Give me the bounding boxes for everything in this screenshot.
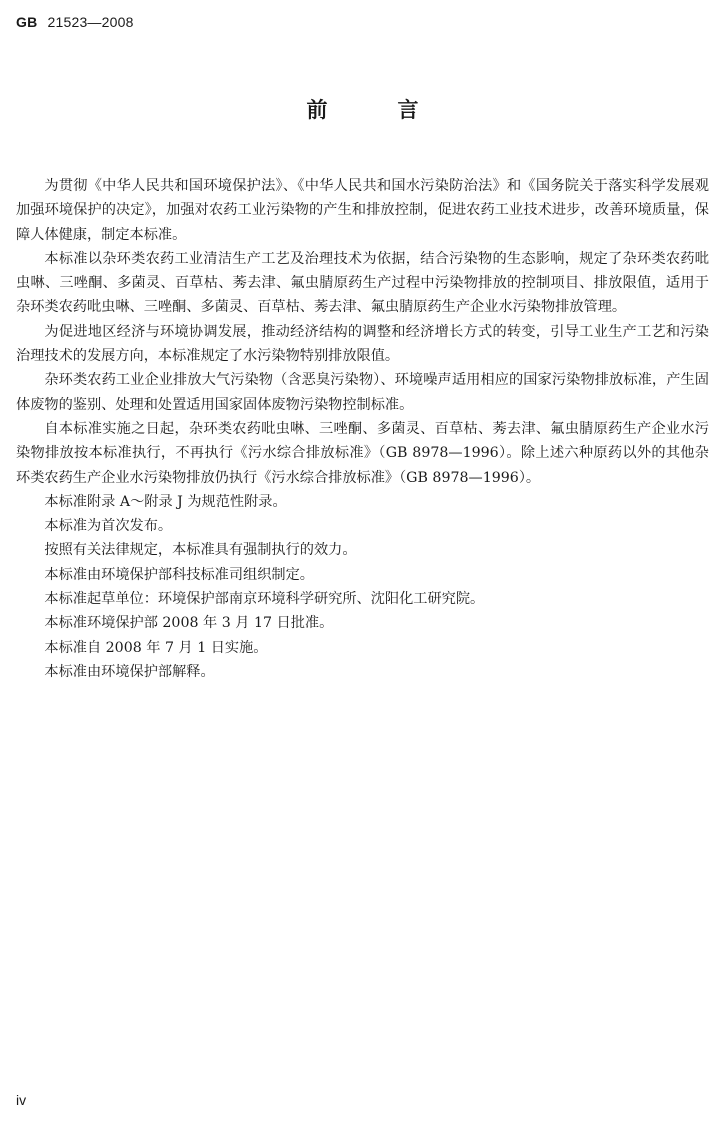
paragraph: 本标准由环境保护部解释。 bbox=[44, 663, 215, 680]
page-title: 前言 bbox=[306, 98, 489, 122]
document-header bbox=[16, 14, 134, 30]
standard-prefix: GB bbox=[16, 14, 38, 30]
standard-code: 21523—2008 bbox=[47, 14, 134, 30]
paragraph: 本标准自 2008 年 7 月 1 日实施。 bbox=[44, 639, 268, 656]
paragraph: 为促进地区经济与环境协调发展，推动经济结构的调整和经济增长方式的转变，引导工业生产工艺和污染治理技术的发展方向，本标准规定了水污染物特别排放限值。 bbox=[16, 323, 709, 365]
paragraph: 本标准起草单位：环境保护部南京环境科学研究所、沈阳化工研究院。 bbox=[44, 591, 485, 608]
paragraph: 为贯彻《中华人民共和国环境保护法》、《中华人民共和国水污染防治法》和《国务院关于落实科学发展观加强环境保护的决定》，加强对农药工业污染物的产生和排放控制，促进农药工业技术进步，改善环境质量，保障人体健康，制定本标准。 bbox=[16, 178, 709, 243]
paragraph: 本标准附录 A～附录 J 为规范性附录。 bbox=[44, 493, 287, 510]
paragraph: 本标准由环境保护部科技标准司组织制定。 bbox=[44, 566, 314, 583]
foreword-body bbox=[16, 174, 709, 684]
paragraph: 本标准为首次发布。 bbox=[44, 518, 173, 535]
paragraph: 按照有关法律规定，本标准具有强制执行的效力。 bbox=[44, 542, 357, 559]
paragraph: 杂环类农药工业企业排放大气污染物（含恶臭污染物）、环境噪声适用相应的国家污染物排放标准，产生固体废物的鉴别、处理和处置适用国家固体废物污染物控制标准。 bbox=[16, 372, 709, 413]
paragraph: 自本标准实施之日起，杂环类农药吡虫啉、三唑酮、多菌灵、百草枯、莠去津、氟虫腈原药生产企业水污染物排放按本标准执行，不再执行《污水综合排放标准》（GB 8978—1996）。除上述六种原药以外的其他杂环类农药生产企业水污染物排放仍执行《污水综合排放标准》（GB 8978—1996）。 bbox=[16, 420, 709, 486]
paragraph: 本标准环境保护部 2008 年 3 月 17 日批准。 bbox=[44, 615, 334, 632]
paragraph: 本标准以杂环类农药工业清洁生产工艺及治理技术为依据，结合污染物的生态影响，规定了杂环类农药吡虫啉、三唑酮、多菌灵、百草枯、莠去津、氟虫腈原药生产过程中污染物排放的控制项目、排放限值，适用于杂环类农药吡虫啉、三唑酮、多菌灵、百草枯、莠去津、氟虫腈原药生产企业水污染物排放管理。 bbox=[16, 250, 709, 316]
page-number: iv bbox=[16, 1092, 27, 1108]
